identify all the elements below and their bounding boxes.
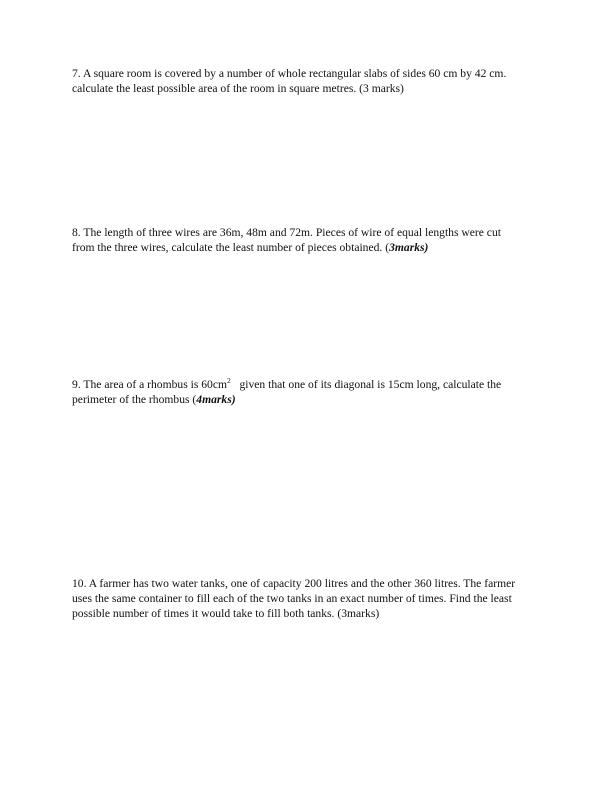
question-text: The area of a rhombus is 60cm <box>83 378 227 391</box>
question-10-line-3: possible number of times it would take to fill both tanks. (3marks) <box>72 607 380 620</box>
question-text: from the three wires, calculate the least number of pieces obtained. ( <box>72 241 390 254</box>
question-10-line-1 <box>72 576 515 591</box>
question-number: 10. <box>72 577 87 590</box>
question-text: given that one of its diagonal is 15cm long, calculate the <box>239 378 502 391</box>
question-10 <box>72 576 515 621</box>
question-text: perimeter of the rhombus ( <box>72 393 197 406</box>
question-text: A farmer has two water tanks, one of capacity 200 litres and the other 360 litres. The farmer <box>88 577 516 590</box>
question-7-line-1 <box>72 66 506 81</box>
question-7-line-2: calculate the least possible area of the room in square metres. (3 marks) <box>72 82 404 95</box>
question-text: The length of three wires are 36m, 48m and 72m. Pieces of wire of equal lengths were cut <box>83 226 501 239</box>
question-9 <box>72 377 501 407</box>
question-9-line-1 <box>72 377 501 392</box>
question-8-line-2 <box>72 240 501 255</box>
question-number: 8. <box>72 226 81 239</box>
question-number: 9. <box>72 378 81 391</box>
question-8-line-1 <box>72 225 501 240</box>
question-number: 7. <box>72 67 81 80</box>
marks-label: 4marks) <box>196 393 236 406</box>
question-7 <box>72 66 506 96</box>
marks-label: 3marks) <box>389 241 429 254</box>
question-text: A square room is covered by a number of whole rectangular slabs of sides 60 cm by 42 cm. <box>82 67 507 80</box>
question-9-line-2 <box>72 392 501 407</box>
question-8 <box>72 225 501 255</box>
superscript: 2 <box>227 376 231 386</box>
question-10-line-2: uses the same container to fill each of the two tanks in an exact number of times. Find the least <box>72 592 512 605</box>
